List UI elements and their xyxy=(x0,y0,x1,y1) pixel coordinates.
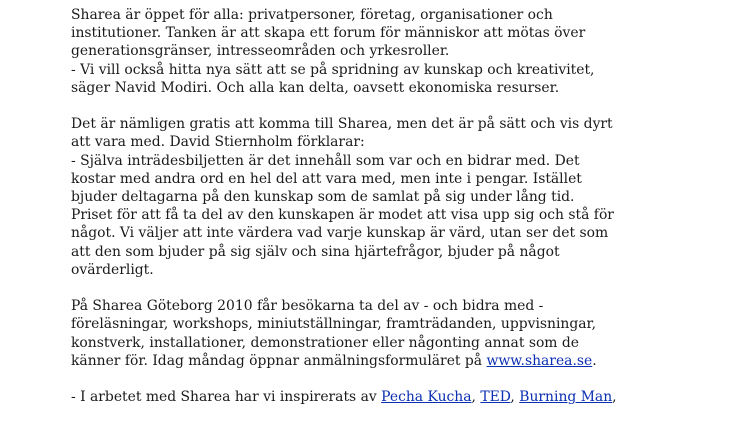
text-fragment: känner för. Idag måndag öppnar anmälningsformuläret på xyxy=(71,352,487,369)
text-line xyxy=(71,352,597,370)
paragraph-inspiration xyxy=(71,388,617,406)
pecha-kucha-link[interactable]: Pecha Kucha xyxy=(381,389,472,406)
text-line: föreläsningar, workshops, miniutställningar, framträdanden, uppvisningar, xyxy=(71,316,597,333)
text-line: - Själva inträdesbiljetten är det innehåll som var och en bidrar med. Det xyxy=(71,152,580,169)
paragraph-intro xyxy=(71,6,595,97)
text-line: Sharea är öppet för alla: privatpersoner, företag, organisationer och xyxy=(71,7,553,23)
text-line: På Sharea Göteborg 2010 får besökarna ta del av - och bidra med - xyxy=(71,298,544,315)
separator: , xyxy=(510,389,520,406)
text-line: - Vi vill också hitta nya sätt att se på spridning av kunskap och kreativitet, xyxy=(71,61,595,78)
text-line xyxy=(71,388,617,406)
sharea-website-link[interactable]: www.sharea.se xyxy=(486,352,593,369)
text-line: Det är nämligen gratis att komma till Sharea, men det är på sätt och vis dyrt xyxy=(71,116,613,133)
document-body xyxy=(71,6,617,425)
text-line: att den som bjuder på sig själv och sina hjärtefrågor, bjuder på något xyxy=(71,243,560,260)
text-line: säger Navid Modiri. Och alla kan delta, oavsett ekonomiska resurser. xyxy=(71,79,560,96)
text-line: bjuder deltagarna på den kunskap som de samlat på sig under lång tid. xyxy=(71,189,575,206)
burning-man-link[interactable]: Burning Man xyxy=(519,389,613,406)
text-fragment: , xyxy=(612,389,617,406)
text-line: institutioner. Tanken är att skapa ett forum för människor att mötas över xyxy=(71,25,586,42)
paragraph-event xyxy=(71,297,597,370)
text-line: generationsgränser, intresseområden och yrkesroller. xyxy=(71,43,450,60)
paragraph-price xyxy=(71,115,614,279)
text-fragment: . xyxy=(592,352,597,369)
text-line: att vara med. David Stiernholm förklarar: xyxy=(71,134,365,151)
text-line: kostar med andra ord en hel del att vara med, men inte i pengar. Istället xyxy=(71,170,582,187)
text-fragment: - I arbetet med Sharea har vi inspirerats av xyxy=(71,389,382,406)
text-line: något. Vi väljer att inte värdera vad varje kunskap är värd, utan ser det som xyxy=(71,225,609,242)
separator: , xyxy=(471,389,481,406)
text-line: ovärderligt. xyxy=(71,261,154,278)
text-line: Priset för att få ta del av den kunskapen är modet att visa upp sig och stå för xyxy=(71,207,614,224)
ted-link[interactable]: TED xyxy=(480,389,511,406)
text-line: konstverk, installationer, demonstrationer eller någonting annat som de xyxy=(71,334,580,351)
